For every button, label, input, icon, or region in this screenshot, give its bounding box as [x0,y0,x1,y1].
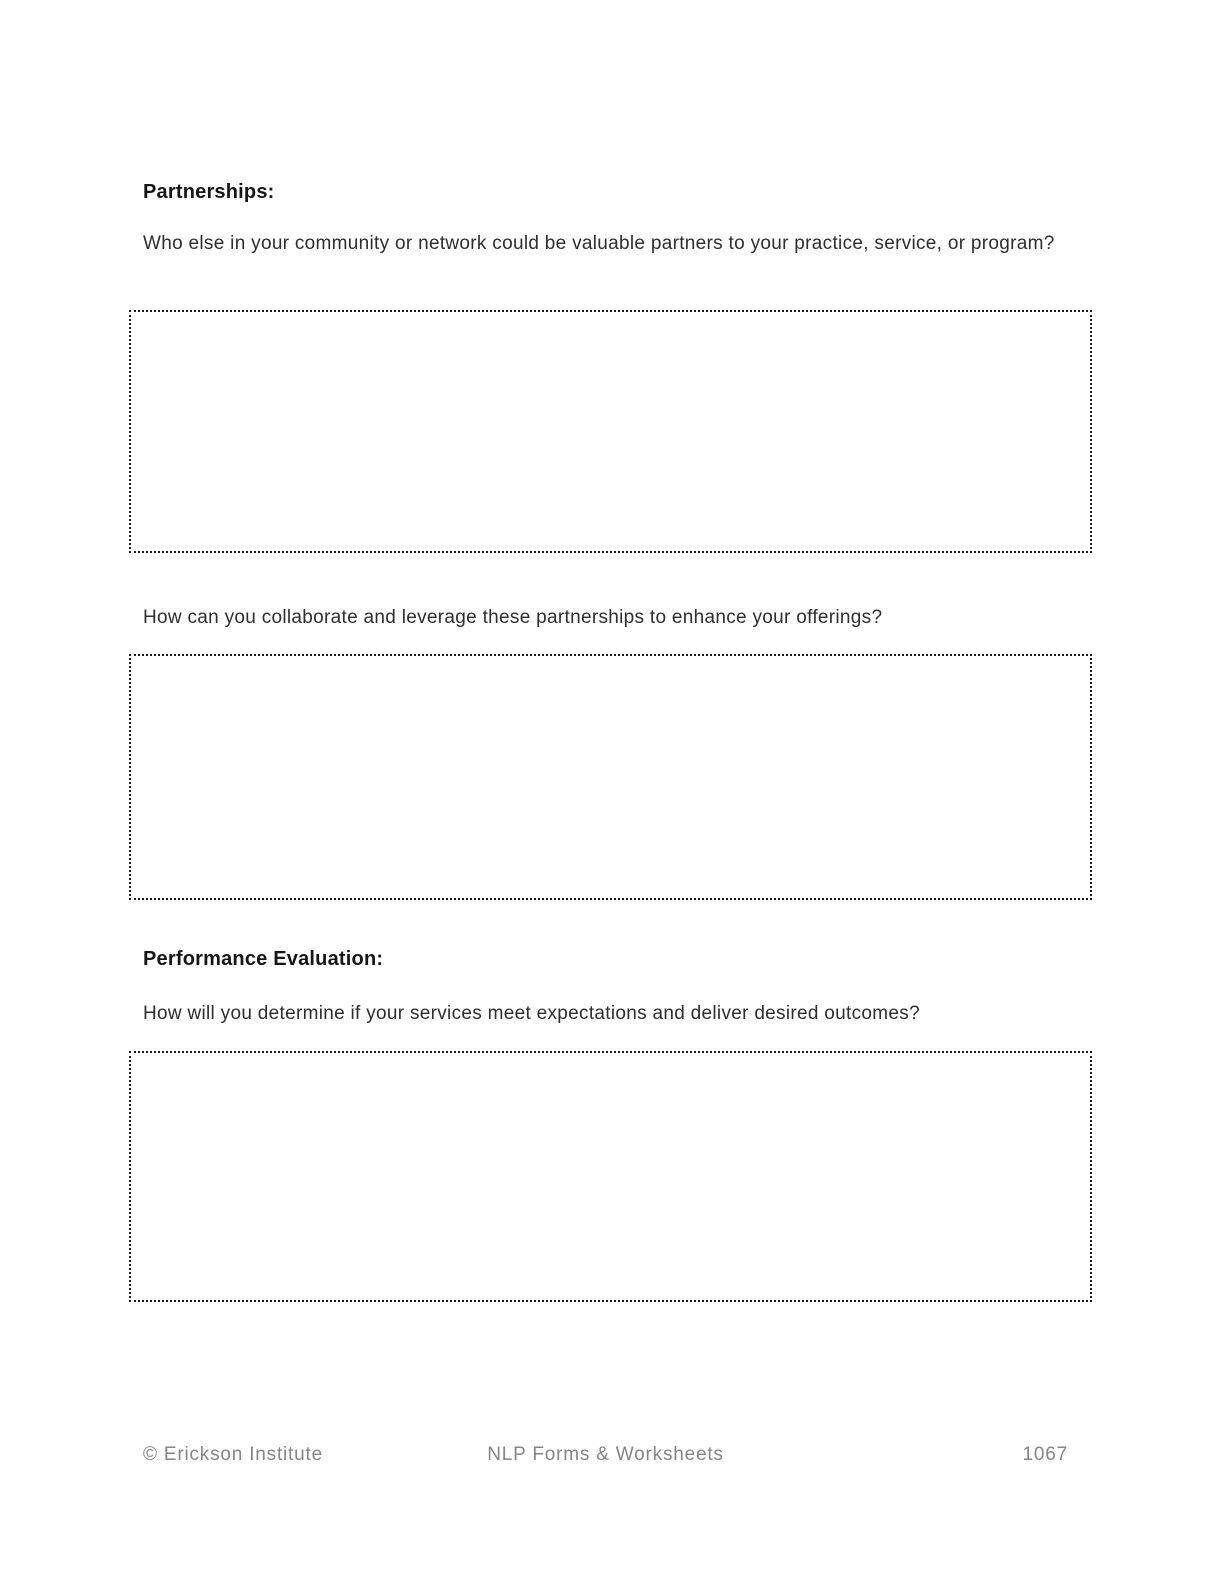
answer-box-partners[interactable] [129,310,1092,553]
footer-page-number: 1067 [1022,1444,1068,1465]
answer-box-collaborate[interactable] [129,654,1092,900]
footer-document-title: NLP Forms & Worksheets [487,1444,724,1465]
section-heading-partnerships: Partnerships: [143,181,275,203]
section-heading-performance-evaluation: Performance Evaluation: [143,948,384,970]
page-footer [143,1444,1068,1466]
answer-box-evaluation[interactable] [129,1051,1092,1302]
footer-copyright: © Erickson Institute [143,1444,323,1465]
question-evaluation: How will you determine if your services meet expectations and deliver desired outcomes? [143,1003,920,1024]
question-partners: Who else in your community or network could be valuable partners to your practice, service, or program? [143,233,1055,254]
question-collaborate: How can you collaborate and leverage these partnerships to enhance your offerings? [143,607,883,628]
